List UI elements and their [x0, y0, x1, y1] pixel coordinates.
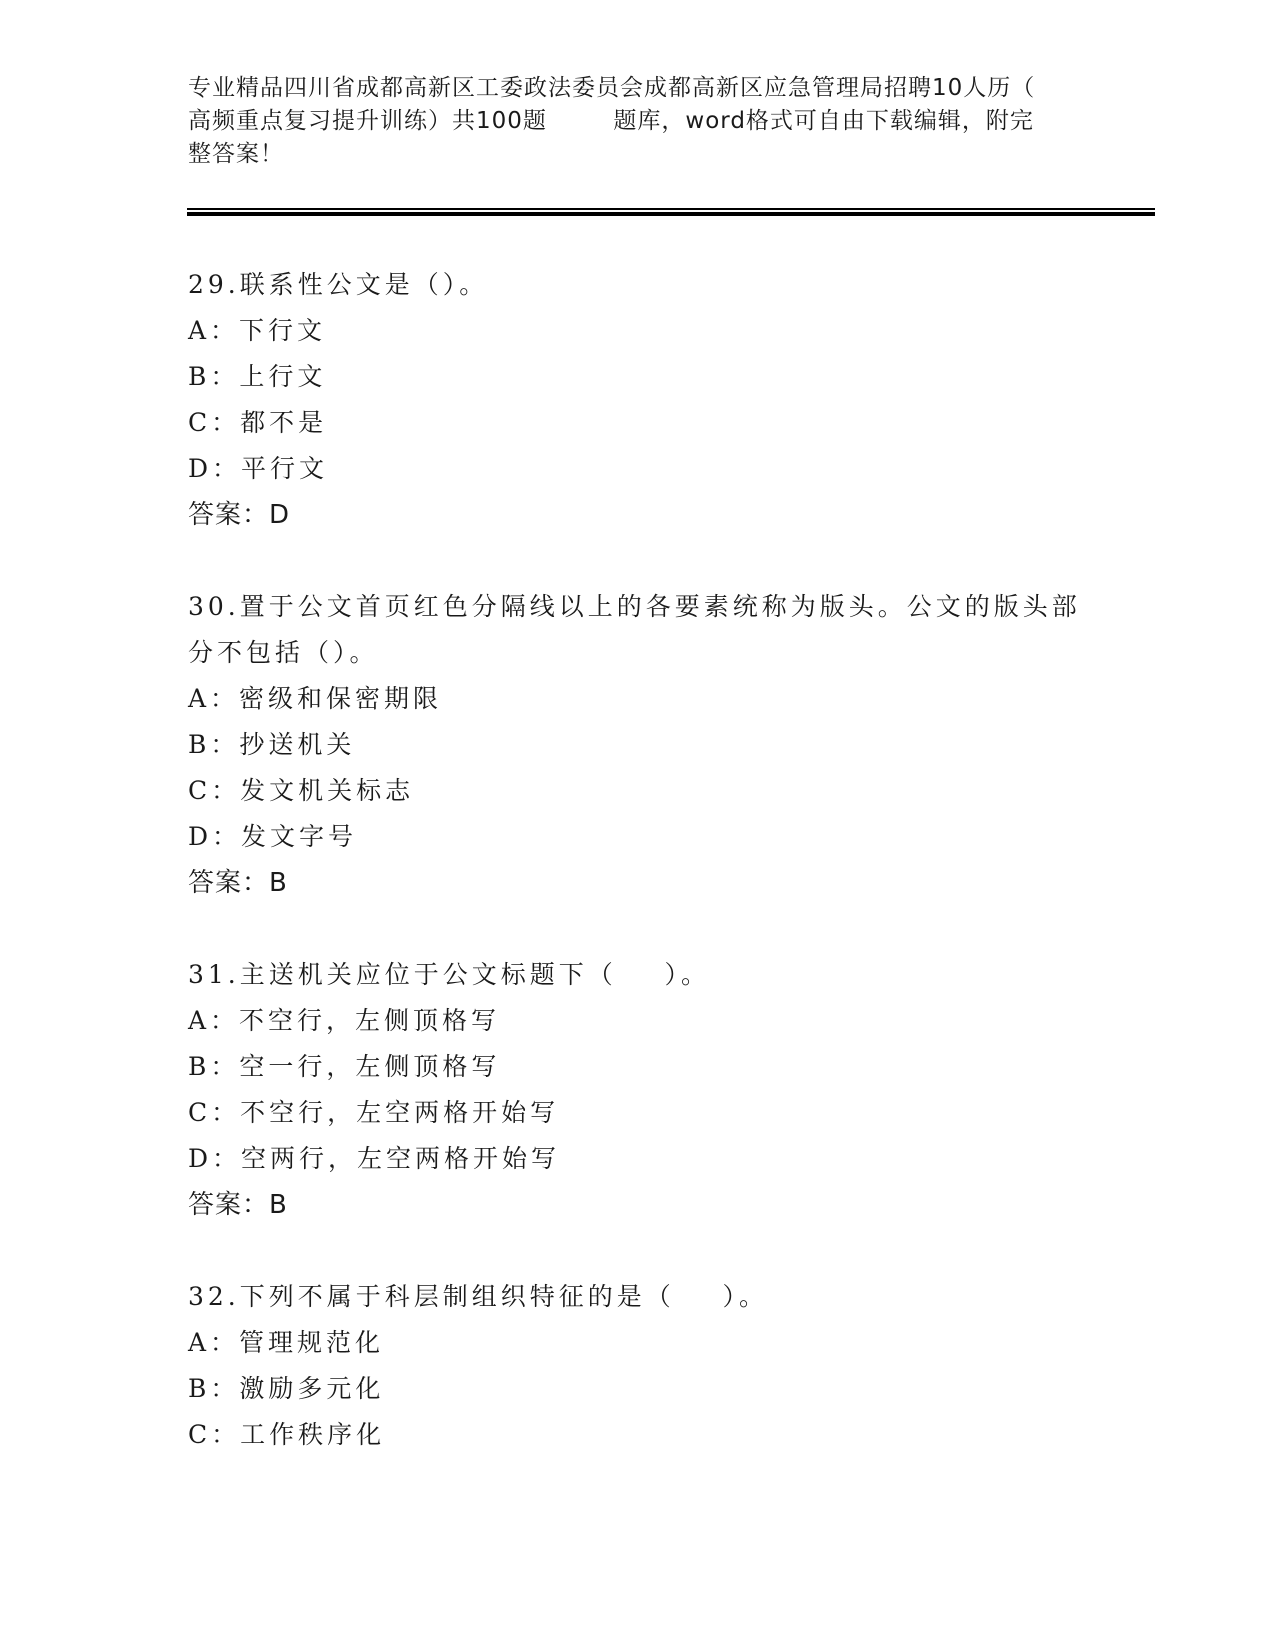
- option-a: A：下行文: [188, 316, 327, 345]
- header-line-1: 专业精品四川省成都高新区工委政法委员会成都高新区应急管理局招聘10人历（: [188, 75, 1036, 101]
- question-stem: 30.置于公文首页红色分隔线以上的各要素统称为版头。公文的版头部: [188, 592, 1081, 621]
- answer: 答案：B: [188, 868, 288, 898]
- document-header: [188, 72, 1078, 171]
- option-a: A：不空行，左侧顶格写: [188, 1006, 501, 1035]
- header-line-3: 整答案！: [188, 141, 284, 167]
- question-stem: 29.联系性公文是（）。: [188, 270, 489, 299]
- option-d: D：空两行，左空两格开始写: [188, 1144, 561, 1173]
- header-line-2: 高频重点复习提升训练）共100题 题库，word格式可自由下载编辑，附完: [188, 108, 1034, 134]
- header-divider-thick: [187, 212, 1155, 216]
- option-b: B：上行文: [188, 362, 327, 391]
- question-32: [188, 1274, 1088, 1458]
- question-stem: 31.主送机关应位于公文标题下（ ）。: [188, 960, 711, 989]
- answer: 答案：D: [188, 500, 291, 530]
- question-29: [188, 262, 1088, 538]
- option-d: D：平行文: [188, 454, 329, 483]
- question-stem-continued: 分不包括（）。: [188, 638, 379, 667]
- option-a: A：密级和保密期限: [188, 684, 443, 713]
- option-d: D：发文字号: [188, 822, 358, 851]
- question-30: [188, 584, 1088, 906]
- header-divider-thin: [187, 208, 1155, 210]
- option-c: C：都不是: [188, 408, 328, 437]
- option-b: B：抄送机关: [188, 730, 356, 759]
- option-c: C：工作秩序化: [188, 1420, 386, 1449]
- question-31: [188, 952, 1088, 1228]
- option-b: B：激励多元化: [188, 1374, 385, 1403]
- option-a: A：管理规范化: [188, 1328, 385, 1357]
- answer: 答案：B: [188, 1190, 288, 1220]
- option-c: C：发文机关标志: [188, 776, 415, 805]
- option-c: C：不空行，左空两格开始写: [188, 1098, 560, 1127]
- option-b: B：空一行，左侧顶格写: [188, 1052, 501, 1081]
- question-stem: 32.下列不属于科层制组织特征的是（ ）。: [188, 1282, 769, 1311]
